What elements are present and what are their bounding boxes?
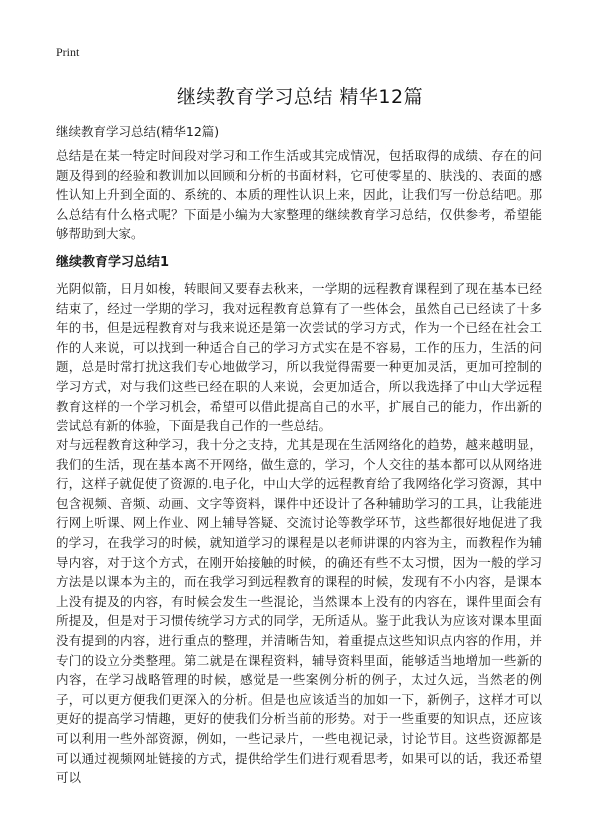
document-title: 继续教育学习总结 精华12篇 [176, 86, 424, 108]
document-subtitle: 继续教育学习总结(精华12篇) [56, 124, 220, 139]
section-heading: 继续教育学习总结1 [56, 255, 170, 270]
body-paragraph-2: 对与远程教育这种学习，我十分之支持，尤其是现在生活网络化的趋势，越来越明显，我们的生活，现在基本离不开网络，做生意的，学习，个人交往的基本都可以从网络进行，这样子就促使了资源的.电子化，中山大学的远程教育给了我网络化学习资源，其中包含视频、音频、动画、文字等资料，课件中还设计了各种辅助学习的工具，让我能进行网上听课、网上作业、网上辅导答疑、交流讨论等教学环节，这些都很好地促进了我的学习，在我学习的时候，就知道学习的课程是以老师讲课的内容为主，而教程作为辅导内容，对于这个方式，在刚开始接触的时候，的确还有些不太习惯，因为一般的学习方法是以课本为主的，而在我学习到远程教育的课程的时候，发现有不小内容，是课本上没有提及的内容，有时候会发生一些混论，当然课本上没有的内容在，课件里面会有所提及，但是对于习惯传统学习方式的同学，无所适从。鉴于此我认为应该对课本里面没有提到的内容，进行重点的整理，并清晰告知，着重提点这些知识点内容的作用，并专门的设立分类整理。第二就是在课程资料，辅导资料里面，能够适当地增加一些新的内容，在学习战略管理的时候，感觉是一些案例分析的例子，太过久远，当然老的例子，可以更方便我们更深入的分析。但是也应该适当的加如一下，新例子，这样才可以更好的提高学习情趣，更好的使我们分析当前的形势。对于一些重要的知识点，还应该可以利用一些外部资源，例如，一些记录片，一些电视记录，讨论节目。这些资源都是可以通过视频网址链接的方式，提供给学生们进行观看思考，如果可以的话，我还希望可以 [56, 437, 542, 786]
print-label: Print [56, 45, 80, 59]
body-paragraph-1: 光阴似箭，日月如梭，转眼间又要春去秋来，一学期的远程教育课程到了现在基本已经结束了，经过一学期的学习，我对远程教育总算有了一些体会，虽然自己已经读了十多年的书，但是远程教育对与我来说还是第一次尝试的学习方式，作为一个已经在社会工作的人来说，可以找到一种适合自己的学习方式实在是不容易，工作的压力，生活的问题，总是时常打扰这我们专心地做学习，所以我觉得需要一种更加灵活，更加可控制的学习方式，对与我们这些已经在职的人来说，会更加适合，所以我选择了中山大学远程教育这样的一个学习机会，希望可以借此提高自己的水平，扩展自己的能力，作出新的尝试总有新的体验，下面是我自己作的一些总结。 [56, 281, 542, 434]
intro-paragraph: 总结是在某一特定时间段对学习和工作生活或其完成情况，包括取得的成绩、存在的问题及得到的经验和教训加以回顾和分析的书面材料，它可使零星的、肤浅的、表面的感性认知上升到全面的、系统的、本质的理性认识上来，因此，让我们写一份总结吧。那么总结有什么格式呢？下面是小编为大家整理的继续教育学习总结，仅供参考，希望能够帮助到大家。 [56, 148, 542, 242]
